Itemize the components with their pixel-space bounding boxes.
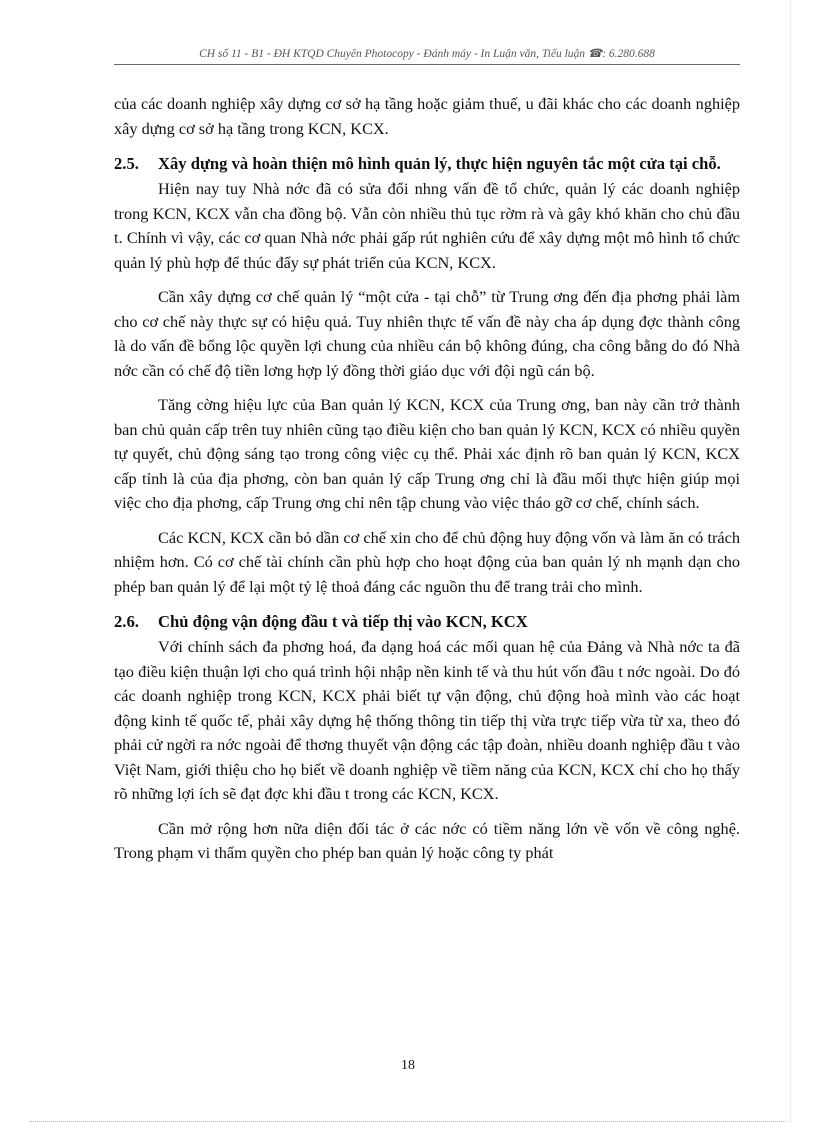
- section-2-5-paragraph: Hiện nay tuy Nhà nớc đã có sửa đổi nhng vấn đề tổ chức, quản lý các doanh nghiệp trong KCN, KCX vẫn cha đồng bộ. Vẫn còn nhiều thủ tục rờm rà và gây khó khăn cho chủ đầu t. Chính vì vậy, các cơ quan Nhà nớc phải gấp rút nghiên cứu để xây dựng một mô hình tổ chức quản lý phù hợp để thúc đẩy sự phát triển của KCN, KCX.: [114, 179, 740, 272]
- section-2-6-paragraph: Cần mở rộng hơn nữa diện đối tác ở các nớc có tiềm năng lớn về vốn về công nghệ. Trong phạm vi thẩm quyền cho phép ban quản lý hoặc công ty phát: [114, 818, 740, 862]
- section-2-5-title: Xây dựng và hoàn thiện mô hình quản lý, thực hiện nguyên tắc một cửa tại chỗ.: [158, 154, 721, 173]
- intro-paragraph: của các doanh nghiệp xây dựng cơ sở hạ tầng hoặc giảm thuế, u đãi khác cho các doanh nghiệp xây dựng cơ sở hạ tầng trong KCN, KCX.: [114, 94, 740, 138]
- section-2-6-title: Chủ động vận động đầu t và tiếp thị vào KCN, KCX: [158, 612, 528, 631]
- section-2-5-paragraph: Tăng cờng hiệu lực của Ban quản lý KCN, KCX của Trung ơng, ban này cần trở thành ban chủ quản cấp trên tuy nhiên cũng tạo điều kiện cho ban quản lý KCN, KCX có nhiều quyền tự quyết, chủ động sáng tạo trong công việc cụ thể. Phải xác định rõ ban quản lý KCN, KCX cấp tỉnh là của địa phơng, còn ban quản lý cấp Trung ơng chỉ là đầu mối thực hiện giúp mọi việc cho địa phơng, cấp Trung ơng chỉ nên tập chung vào việc tháo gỡ cơ chế, chính sách.: [114, 395, 740, 512]
- section-2-5-paragraph: Cần xây dựng cơ chế quản lý “một cửa - tại chỗ” từ Trung ơng đến địa phơng phải làm cho cơ chế này thực sự có hiệu quả. Tuy nhiên thực tế vấn đề này cha áp dụng đợc thành công là do vấn đề bổng lộc quyền lợi chung của nhiều cán bộ không đúng, cha công bằng do đó Nhà nớc cần có chế độ tiền lơng hợp lý đồng thời giáo dục với đội ngũ cán bộ.: [114, 287, 740, 380]
- section-2-5-paragraph: Các KCN, KCX cần bỏ dần cơ chế xin cho để chủ động huy động vốn và làm ăn có trách nhiệm hơn. Có cơ chế tài chính cần phù hợp cho hoạt động của ban quản lý nh mạnh dạn cho phép ban quản lý để lại một tỷ lệ thoả đáng các nguồn thu để trang trải cho mình.: [114, 527, 740, 596]
- section-2-6-number: 2.6.: [114, 612, 139, 631]
- section-2-5-heading: [114, 153, 740, 175]
- section-2-6-paragraph: Với chính sách đa phơng hoá, đa dạng hoá các mối quan hệ của Đảng và Nhà nớc ta đã tạo điều kiện thuận lợi cho quá trình hội nhập nền kinh tế và thu hút vốn đầu t nớc ngoài. Do đó các doanh nghiệp trong KCN, KCX phải biết tự vận động, chủ động hoà mình vào các hoạt động kinh tế quốc tế, phải xây dựng hệ thống thông tin tiếp thị vừa trực tiếp vừa từ xa, theo đó phải cử ngời ra nớc ngoài để thơng thuyết vận động các tập đoàn, nhiều doanh nghiệp đầu t vào Việt Nam, giới thiệu cho họ biết về doanh nghiệp về tiềm năng của KCN, KCX chỉ cho họ thấy rõ những lợi ích sẽ đạt đợc khi đầu t trong các KCN, KCX.: [114, 637, 740, 803]
- page-number: 18: [401, 1058, 415, 1073]
- page-right-edge: [790, 0, 791, 1123]
- page-bottom-border: [30, 1121, 786, 1122]
- page-header: CH số 11 - B1 - ĐH KTQD Chuyên Photocopy - Đánh máy - In Luận văn, Tiểu luận ☎: 6.280.688: [199, 48, 655, 60]
- header-divider: [114, 64, 740, 65]
- page-body: [114, 92, 740, 866]
- section-2-5-number: 2.5.: [114, 154, 139, 173]
- section-2-6-heading: [114, 611, 740, 633]
